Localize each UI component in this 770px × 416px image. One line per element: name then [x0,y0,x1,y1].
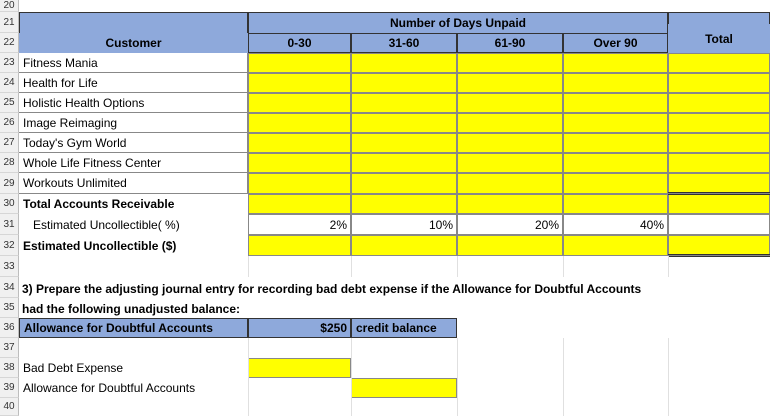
grid-line [248,378,249,398]
col-0-30-header: 0-30 [248,33,351,53]
aging-over-90-input[interactable] [563,53,668,73]
grid-line [248,338,249,358]
journal-debit-account: Bad Debt Expense [23,361,124,375]
aging-total-input[interactable] [668,133,770,153]
aging-61-90-input[interactable] [457,93,563,113]
aging-total-input[interactable] [668,73,770,93]
aging-0-30-input[interactable] [248,133,351,153]
pct-over-90[interactable]: 40% [563,214,668,235]
aging-61-90-input[interactable] [457,133,563,153]
grid-line [563,256,564,277]
row-header[interactable]: 40 [0,398,19,416]
grid-line [668,358,669,378]
double-underline [668,254,770,257]
grid-line [457,378,458,398]
grid-line [668,378,669,398]
row-header[interactable]: 24 [0,73,19,93]
journal-debit-input[interactable] [248,358,351,378]
grid-line [457,398,458,416]
aging-31-60-input[interactable] [351,93,457,113]
customer-name[interactable]: Fitness Mania [19,53,248,73]
aging-31-60-input[interactable] [351,133,457,153]
aging-31-60-input[interactable] [351,53,457,73]
amt-total-input[interactable] [668,235,770,256]
row-header[interactable]: 32 [0,235,19,256]
row-header[interactable]: 21 [0,12,19,33]
aging-31-60-input[interactable] [351,173,457,194]
total-ar-31-60-input[interactable] [351,194,457,214]
aging-total-input[interactable] [668,153,770,173]
grid-line [668,256,669,277]
days-unpaid-heading: Number of Days Unpaid [248,12,668,33]
total-ar-61-90-input[interactable] [457,194,563,214]
row-header[interactable]: 20 [0,0,19,12]
grid-line [351,358,352,378]
grid-line [248,256,249,277]
aging-61-90-input[interactable] [457,73,563,93]
aging-over-90-input[interactable] [563,133,668,153]
amt-over-90-input[interactable] [563,235,668,256]
row-header[interactable]: 36 [0,318,19,338]
pct-0-30[interactable]: 2% [248,214,351,235]
journal-credit-input[interactable] [351,378,457,398]
col-61-90-header: 61-90 [457,33,563,53]
row-header[interactable]: 35 [0,298,19,318]
allowance-amount[interactable]: $250 [248,318,351,338]
aging-0-30-input[interactable] [248,73,351,93]
grid-line [457,256,458,277]
grid-line [457,338,458,358]
total-ar-0-30-input[interactable] [248,194,351,214]
instruction-line-2: had the following unadjusted balance: [22,302,241,316]
aging-31-60-input[interactable] [351,153,457,173]
customer-name[interactable]: Holistic Health Options [19,93,248,113]
grid-line [351,338,352,358]
grid-line [563,338,564,358]
aging-over-90-input[interactable] [563,173,668,194]
aging-0-30-input[interactable] [248,53,351,73]
amt-61-90-input[interactable] [457,235,563,256]
aging-total-input[interactable] [668,113,770,133]
row-header[interactable]: 25 [0,93,19,113]
grid-line [351,378,352,398]
col-31-60-header: 31-60 [351,33,457,53]
aging-61-90-input[interactable] [457,113,563,133]
aging-0-30-input[interactable] [248,113,351,133]
aging-0-30-input[interactable] [248,173,351,194]
total-double-underline [668,192,770,195]
grid-line [457,358,458,378]
aging-31-60-input[interactable] [351,73,457,93]
row-header[interactable]: 23 [0,53,19,73]
pct-61-90[interactable]: 20% [457,214,563,235]
aging-over-90-input[interactable] [563,113,668,133]
grid-line [668,398,669,416]
total-header: Total [668,24,770,53]
grid-line [563,358,564,378]
row-header[interactable]: 31 [0,214,19,235]
aging-total-input[interactable] [668,93,770,113]
est-uncollectible-amt-label: Estimated Uncollectible ($) [23,238,177,253]
total-ar-total-input[interactable] [668,194,770,214]
row-header[interactable]: 34 [0,277,19,298]
customer-name[interactable]: Today's Gym World [19,133,248,153]
row-header[interactable]: 26 [0,113,19,133]
aging-0-30-input[interactable] [248,153,351,173]
row-header[interactable]: 28 [0,153,19,173]
grid-line [351,398,352,416]
aging-31-60-input[interactable] [351,113,457,133]
aging-total-input[interactable] [668,173,770,194]
customer-header: Customer [19,33,248,53]
grid-line [248,358,249,378]
aging-over-90-input[interactable] [563,93,668,113]
col-over-90-header: Over 90 [563,33,668,53]
row-header[interactable]: 39 [0,378,19,398]
pct-31-60[interactable]: 10% [351,214,457,235]
row-header[interactable]: 27 [0,133,19,153]
est-uncollectible-pct-label: Estimated Uncollectible( %) [33,217,180,232]
total-ar-label: Total Accounts Receivable [23,197,175,211]
aging-0-30-input[interactable] [248,93,351,113]
customer-name[interactable]: Health for Life [19,73,248,93]
aging-over-90-input[interactable] [563,73,668,93]
aging-61-90-input[interactable] [457,153,563,173]
row-header[interactable]: 37 [0,338,19,358]
amt-0-30-input[interactable] [248,235,351,256]
grid-line [668,338,669,358]
allowance-note: credit balance [351,318,457,338]
row-header[interactable]: 33 [0,256,19,277]
pct-total-cell[interactable] [668,214,770,235]
journal-credit-account: Allowance for Doubtful Accounts [23,381,196,395]
grid-line [563,398,564,416]
row-header[interactable]: 29 [0,173,19,194]
amt-31-60-input[interactable] [351,235,457,256]
grid-line [563,378,564,398]
customer-name[interactable]: Workouts Unlimited [19,173,248,194]
aging-over-90-input[interactable] [563,153,668,173]
instruction-line-1: 3) Prepare the adjusting journal entry for recording bad debt expense if the Allowance for Doubtful Accounts [22,282,642,296]
row-header[interactable]: 22 [0,33,19,53]
customer-name[interactable]: Whole Life Fitness Center [19,153,248,173]
row-header[interactable]: 38 [0,358,19,378]
grid-line [248,398,249,416]
aging-total-input[interactable] [668,53,770,73]
aging-61-90-input[interactable] [457,173,563,194]
allowance-label: Allowance for Doubtful Accounts [19,318,248,338]
grid-line [351,256,352,277]
row-header[interactable]: 30 [0,194,19,214]
aging-61-90-input[interactable] [457,53,563,73]
total-ar-over-90-input[interactable] [563,194,668,214]
customer-name[interactable]: Image Reimaging [19,113,248,133]
